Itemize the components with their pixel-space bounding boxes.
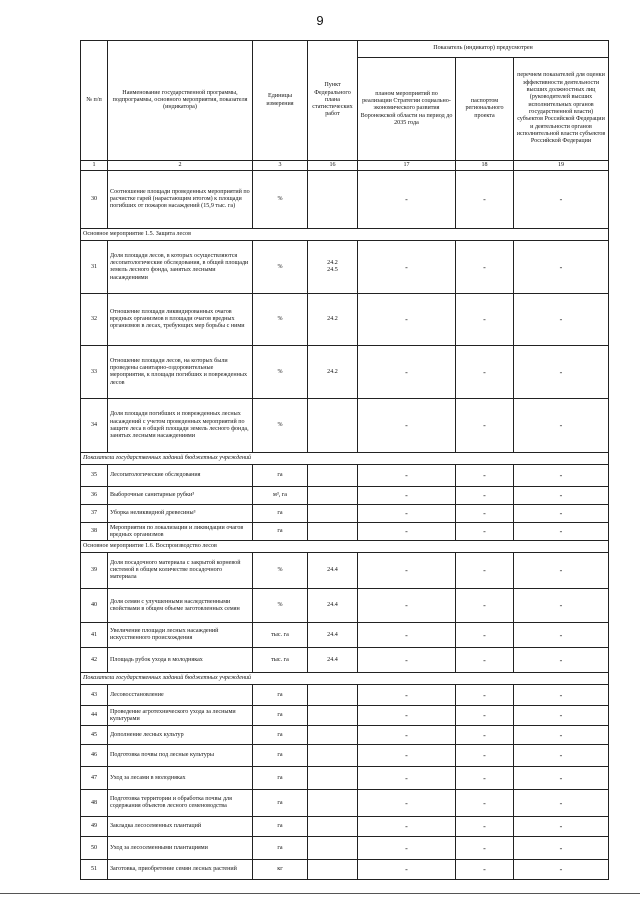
value-efficiency-list: - [514, 837, 609, 860]
value-strategy-plan: - [358, 487, 456, 505]
table-row [81, 648, 609, 673]
indicators-table [80, 40, 609, 880]
value-strategy-plan: - [358, 790, 456, 817]
row-number: 35 [81, 465, 108, 487]
plan-point [308, 399, 358, 453]
value-strategy-plan: - [358, 623, 456, 648]
value-regional-passport: - [456, 726, 514, 745]
value-strategy-plan: - [358, 241, 456, 294]
unit-of-measure: га [253, 523, 308, 541]
row-number: 47 [81, 767, 108, 790]
row-number: 31 [81, 241, 108, 294]
indicator-name: Отношение площади лесов, на которых были проведены санитарно-оздоровительные мероприятия, к площади погибших и поврежденных лесов [108, 346, 253, 399]
value-efficiency-list: - [514, 346, 609, 399]
unit-of-measure: га [253, 685, 308, 706]
plan-point: 24.4 [308, 553, 358, 589]
col-number: 16 [308, 161, 358, 171]
page-number: 9 [316, 13, 324, 28]
section-title: Основное мероприятие 1.5. Защита лесов [81, 229, 609, 241]
unit-of-measure: % [253, 589, 308, 623]
value-strategy-plan: - [358, 589, 456, 623]
header-list: перечнем показателей для оценки эффективности деятельности высших должностных лиц (руководителей высших исполнительных органов государственной власти) субъектов Российской Федерации и деятельности органов исполнительной власти субъектов Российской Федерации [514, 58, 609, 161]
row-number: 30 [81, 171, 108, 229]
value-strategy-plan: - [358, 648, 456, 673]
value-regional-passport: - [456, 685, 514, 706]
plan-point [308, 745, 358, 767]
table-body [81, 171, 609, 880]
table-row [81, 294, 609, 346]
row-number: 44 [81, 706, 108, 726]
value-efficiency-list: - [514, 685, 609, 706]
indicator-name: Закладка лесосеменных плантаций [108, 817, 253, 837]
row-number: 41 [81, 623, 108, 648]
plan-point [308, 523, 358, 541]
value-regional-passport: - [456, 860, 514, 880]
indicator-name: Доля площади лесов, в которых осуществляются лесопатологические обследования, в общей площади земель лесного фонда, занятых лесными насаждениями [108, 241, 253, 294]
row-number: 32 [81, 294, 108, 346]
header-plan: планом мероприятий по реализации Стратегии социально-экономического развития Воронежской области на период до 2035 года [358, 58, 456, 161]
section-row [81, 541, 609, 553]
bottom-divider [0, 893, 640, 894]
unit-of-measure: % [253, 346, 308, 399]
col-number: 3 [253, 161, 308, 171]
indicator-name: Проведение агротехнического ухода за лесными культурами [108, 706, 253, 726]
value-strategy-plan: - [358, 465, 456, 487]
indicator-name: Доля семян с улучшенными наследственными свойствами в общем объеме заготовленных семян [108, 589, 253, 623]
row-number: 36 [81, 487, 108, 505]
plan-point: 24.2 24.5 [308, 241, 358, 294]
table-row [81, 523, 609, 541]
table-row [81, 623, 609, 648]
unit-of-measure: га [253, 706, 308, 726]
value-efficiency-list: - [514, 623, 609, 648]
col-number: 19 [514, 161, 609, 171]
indicator-name: Увеличение площади лесных насаждений искусственного происхождения [108, 623, 253, 648]
value-regional-passport: - [456, 523, 514, 541]
indicator-name: Доля площади погибших и поврежденных лесных насаждений с учетом проведенных мероприятий по защите леса в общей площади земель лесного фонда, занятых лесными насаждениями [108, 399, 253, 453]
plan-point: 24.2 [308, 346, 358, 399]
header-group: Показатель (индикатор) предусмотрен [358, 41, 609, 58]
value-strategy-plan: - [358, 346, 456, 399]
plan-point [308, 505, 358, 523]
value-efficiency-list: - [514, 648, 609, 673]
unit-of-measure: га [253, 767, 308, 790]
indicator-name: Лесовосстановление [108, 685, 253, 706]
unit-of-measure: га [253, 745, 308, 767]
value-regional-passport: - [456, 837, 514, 860]
indicator-name: Площадь рубок ухода в молодняках [108, 648, 253, 673]
header-name: Наименование государственной программы, подпрограммы, основного мероприятия, показателя (индикатора) [108, 41, 253, 161]
row-number: 39 [81, 553, 108, 589]
indicator-name: Подготовка почвы под лесные культуры [108, 745, 253, 767]
row-number: 51 [81, 860, 108, 880]
table-row [81, 790, 609, 817]
header-passport: паспортом регионального проекта [456, 58, 514, 161]
value-efficiency-list: - [514, 294, 609, 346]
col-number: 17 [358, 161, 456, 171]
value-efficiency-list: - [514, 745, 609, 767]
row-number: 42 [81, 648, 108, 673]
indicator-name: Уход за лесами в молодняках [108, 767, 253, 790]
unit-of-measure: га [253, 465, 308, 487]
value-regional-passport: - [456, 817, 514, 837]
unit-of-measure: тыс. га [253, 623, 308, 648]
table-row [81, 685, 609, 706]
indicator-name: Соотношение площади проведенных мероприятий по расчистке гарей (нарастающим итогом) к площади погибших от пожаров насаждений (15,9 тыс. га) [108, 171, 253, 229]
unit-of-measure: % [253, 399, 308, 453]
row-number: 45 [81, 726, 108, 745]
unit-of-measure: га [253, 837, 308, 860]
section-title: Показатели государственных заданий бюджетных учреждений [81, 673, 609, 685]
value-regional-passport: - [456, 346, 514, 399]
row-number: 40 [81, 589, 108, 623]
row-number: 34 [81, 399, 108, 453]
unit-of-measure: га [253, 726, 308, 745]
table-row [81, 589, 609, 623]
col-number: 18 [456, 161, 514, 171]
section-title: Основное мероприятие 1.6. Воспроизводство лесов [81, 541, 609, 553]
plan-point: 24.4 [308, 648, 358, 673]
value-regional-passport: - [456, 648, 514, 673]
value-strategy-plan: - [358, 706, 456, 726]
plan-point [308, 817, 358, 837]
table-row [81, 505, 609, 523]
value-efficiency-list: - [514, 523, 609, 541]
row-number: 33 [81, 346, 108, 399]
indicator-name: Мероприятия по локализации и ликвидации очагов вредных организмов [108, 523, 253, 541]
table-row [81, 837, 609, 860]
value-regional-passport: - [456, 623, 514, 648]
value-strategy-plan: - [358, 294, 456, 346]
indicator-name: Уборка неликвидной древесины³ [108, 505, 253, 523]
table-row [81, 726, 609, 745]
value-regional-passport: - [456, 767, 514, 790]
indicator-name: Подготовка территории и обработка почвы для содержания объектов лесного семеноводства [108, 790, 253, 817]
value-efficiency-list: - [514, 767, 609, 790]
plan-point [308, 860, 358, 880]
section-row [81, 229, 609, 241]
value-strategy-plan: - [358, 745, 456, 767]
value-efficiency-list: - [514, 860, 609, 880]
table-row [81, 241, 609, 294]
row-number: 50 [81, 837, 108, 860]
unit-of-measure: кг [253, 860, 308, 880]
plan-point: 24.4 [308, 623, 358, 648]
row-number: 37 [81, 505, 108, 523]
row-number: 38 [81, 523, 108, 541]
value-regional-passport: - [456, 505, 514, 523]
indicator-name: Уход за лесосеменными плантациями [108, 837, 253, 860]
value-efficiency-list: - [514, 553, 609, 589]
value-efficiency-list: - [514, 817, 609, 837]
table-row [81, 465, 609, 487]
value-efficiency-list: - [514, 726, 609, 745]
value-regional-passport: - [456, 487, 514, 505]
unit-of-measure: тыс. га [253, 648, 308, 673]
table-row [81, 767, 609, 790]
header-unit: Единицы измерения [253, 41, 308, 161]
unit-of-measure: % [253, 241, 308, 294]
plan-point: 24.2 [308, 294, 358, 346]
value-strategy-plan: - [358, 817, 456, 837]
row-number: 49 [81, 817, 108, 837]
value-efficiency-list: - [514, 487, 609, 505]
value-strategy-plan: - [358, 171, 456, 229]
unit-of-measure: га [253, 505, 308, 523]
col-number: 1 [81, 161, 108, 171]
indicator-name: Отношение площади ликвидированных очагов вредных организмов в площади очагов вредных организмов в лесах, требующих мер борьбы с ними [108, 294, 253, 346]
indicator-name: Выборочные санитарные рубки³ [108, 487, 253, 505]
unit-of-measure: % [253, 171, 308, 229]
table-row [81, 706, 609, 726]
value-strategy-plan: - [358, 685, 456, 706]
plan-point [308, 837, 358, 860]
value-strategy-plan: - [358, 726, 456, 745]
unit-of-measure: % [253, 294, 308, 346]
plan-point [308, 465, 358, 487]
value-efficiency-list: - [514, 790, 609, 817]
value-strategy-plan: - [358, 399, 456, 453]
plan-point [308, 726, 358, 745]
row-number: 43 [81, 685, 108, 706]
value-strategy-plan: - [358, 767, 456, 790]
plan-point [308, 706, 358, 726]
value-efficiency-list: - [514, 399, 609, 453]
value-efficiency-list: - [514, 505, 609, 523]
indicator-name: Доля посадочного материала с закрытой корневой системой в общем количестве посадочного материала [108, 553, 253, 589]
header-no: № п/п [81, 41, 108, 161]
value-regional-passport: - [456, 745, 514, 767]
indicator-name: Заготовка, приобретение семян лесных растений [108, 860, 253, 880]
row-number: 48 [81, 790, 108, 817]
value-strategy-plan: - [358, 837, 456, 860]
value-strategy-plan: - [358, 505, 456, 523]
unit-of-measure: га [253, 817, 308, 837]
value-efficiency-list: - [514, 171, 609, 229]
col-number: 2 [108, 161, 253, 171]
value-efficiency-list: - [514, 465, 609, 487]
plan-point [308, 767, 358, 790]
section-row [81, 453, 609, 465]
value-regional-passport: - [456, 790, 514, 817]
value-efficiency-list: - [514, 589, 609, 623]
unit-of-measure: % [253, 553, 308, 589]
value-regional-passport: - [456, 399, 514, 453]
value-strategy-plan: - [358, 860, 456, 880]
unit-of-measure: га [253, 790, 308, 817]
plan-point: 24.4 [308, 589, 358, 623]
section-row [81, 673, 609, 685]
value-regional-passport: - [456, 171, 514, 229]
table-row [81, 487, 609, 505]
table-row [81, 860, 609, 880]
table-row [81, 171, 609, 229]
value-regional-passport: - [456, 706, 514, 726]
value-strategy-plan: - [358, 523, 456, 541]
indicator-name: Лесопатологические обследования [108, 465, 253, 487]
value-regional-passport: - [456, 589, 514, 623]
indicator-name: Дополнение лесных культур [108, 726, 253, 745]
row-number: 46 [81, 745, 108, 767]
value-regional-passport: - [456, 241, 514, 294]
table-row [81, 346, 609, 399]
unit-of-measure: м³, га [253, 487, 308, 505]
table-row [81, 399, 609, 453]
plan-point [308, 685, 358, 706]
plan-point [308, 487, 358, 505]
plan-point [308, 171, 358, 229]
header-point: Пункт Федерального плана статистических работ [308, 41, 358, 161]
table-row [81, 553, 609, 589]
value-efficiency-list: - [514, 241, 609, 294]
value-efficiency-list: - [514, 706, 609, 726]
table-row [81, 817, 609, 837]
plan-point [308, 790, 358, 817]
value-regional-passport: - [456, 553, 514, 589]
table-row [81, 745, 609, 767]
section-title: Показатели государственных заданий бюджетных учреждений [81, 453, 609, 465]
value-regional-passport: - [456, 465, 514, 487]
value-regional-passport: - [456, 294, 514, 346]
value-strategy-plan: - [358, 553, 456, 589]
